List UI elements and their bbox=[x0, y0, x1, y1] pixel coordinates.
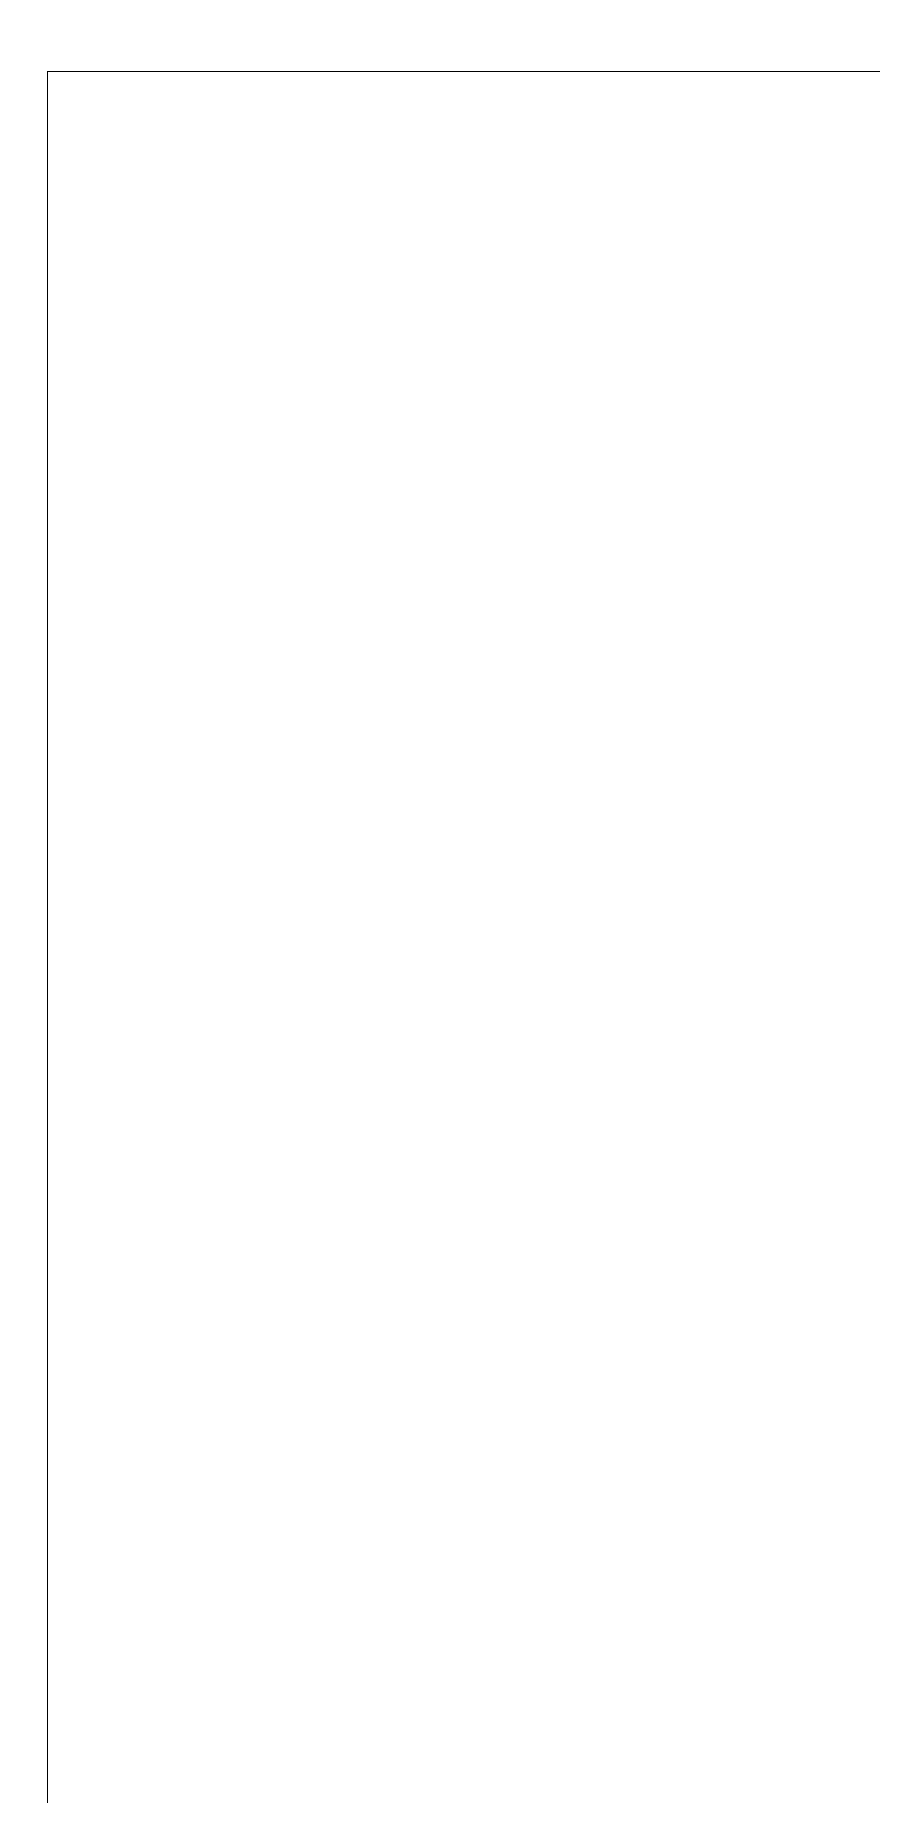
schedule-table bbox=[47, 71, 880, 1803]
